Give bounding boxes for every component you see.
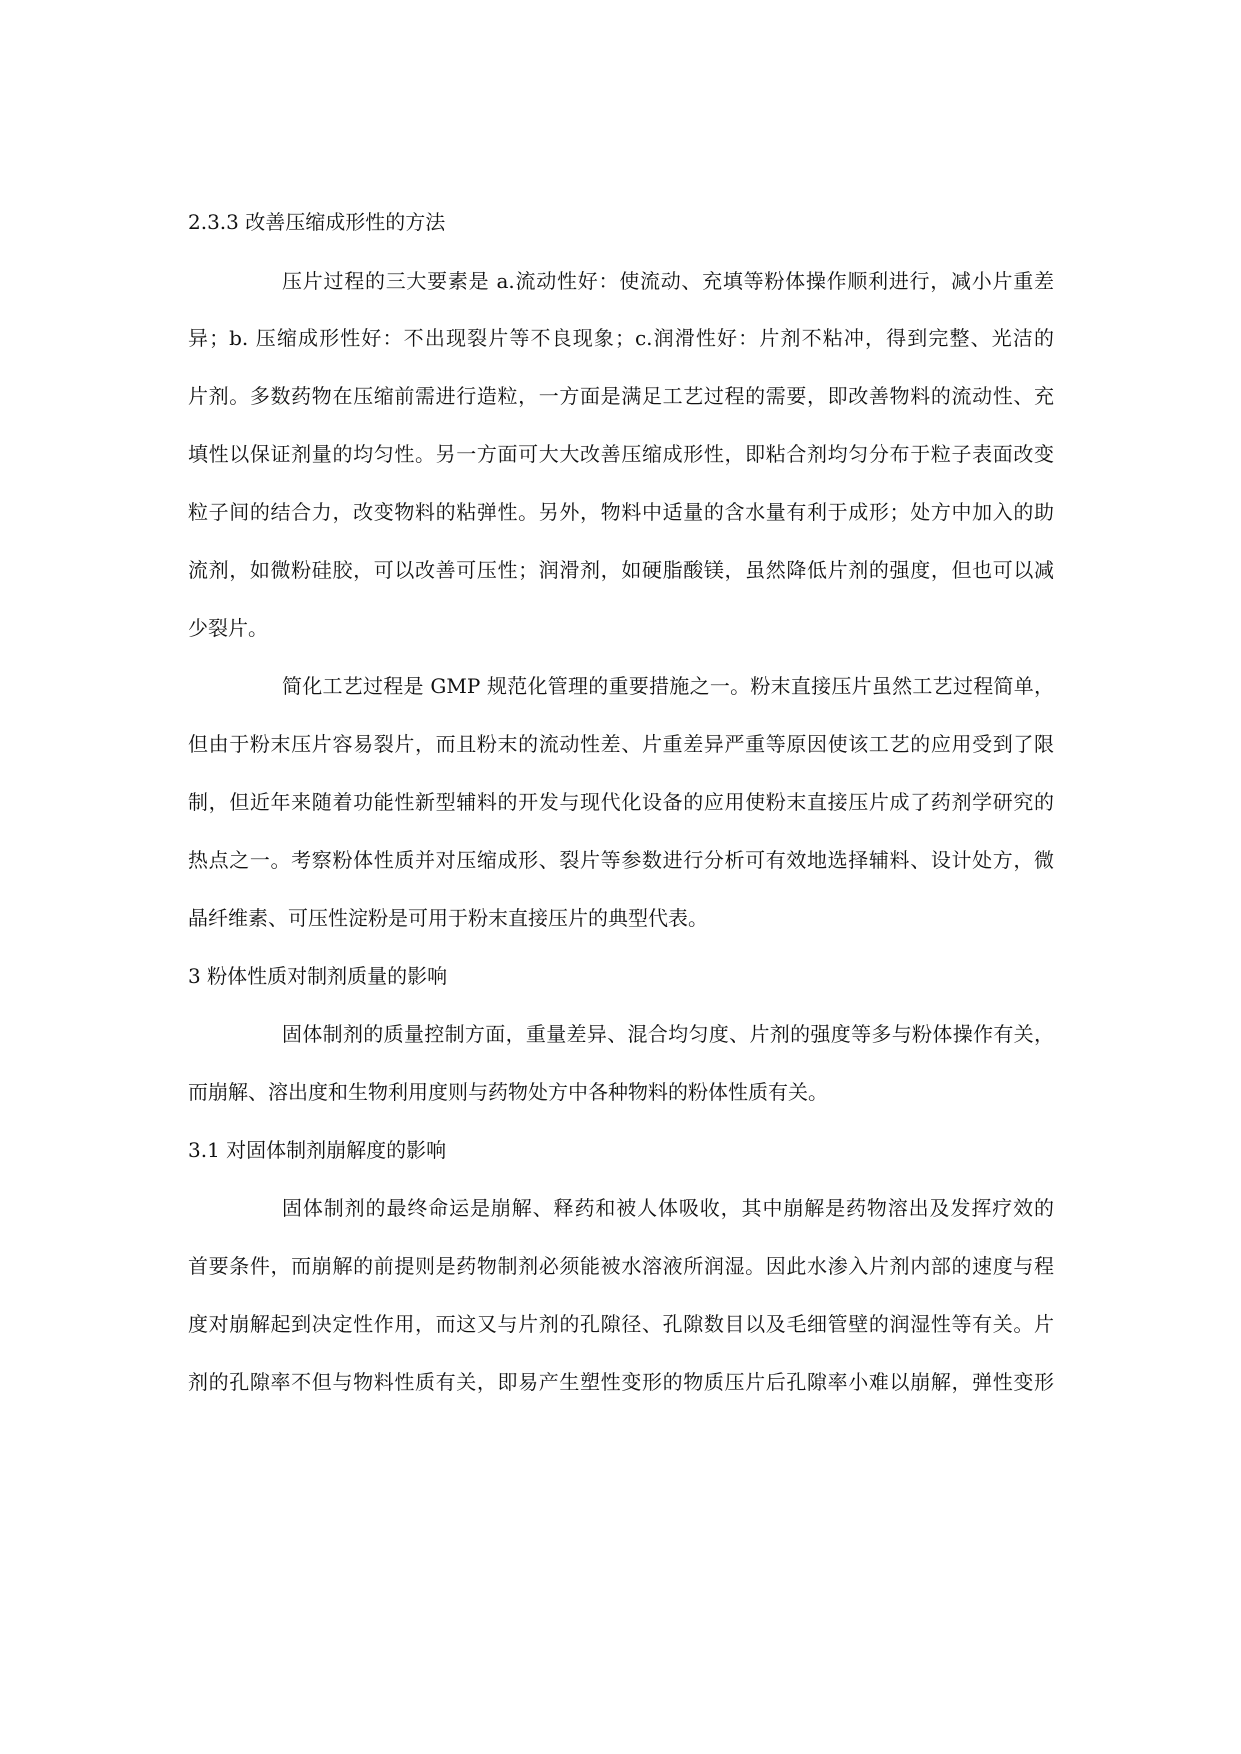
section-heading-2-3-3: 2.3.3 改善压缩成形性的方法	[188, 210, 446, 234]
paragraph-line: 度对崩解起到决定性作用，而这又与片剂的孔隙径、孔隙数目以及毛细管壁的润湿性等有关。片	[188, 1312, 1054, 1336]
paragraph-line: 制，但近年来随着功能性新型辅料的开发与现代化设备的应用使粉末直接压片成了药剂学研究的	[188, 790, 1054, 814]
paragraph-line: 但由于粉末压片容易裂片，而且粉末的流动性差、片重差异严重等原因使该工艺的应用受到了限	[188, 732, 1054, 756]
paragraph-line: 剂的孔隙率不但与物料性质有关，即易产生塑性变形的物质压片后孔隙率小难以崩解，弹性变形	[188, 1370, 1054, 1394]
paragraph-line: 首要条件，而崩解的前提则是药物制剂必须能被水溶液所润湿。因此水渗入片剂内部的速度与程	[188, 1254, 1054, 1278]
paragraph-line: 晶纤维素、可压性淀粉是可用于粉末直接压片的典型代表。	[188, 906, 708, 930]
paragraph-line: 异；b. 压缩成形性好：不出现裂片等不良现象；c.润滑性好：片剂不粘冲，得到完整、光洁的	[188, 326, 1054, 350]
paragraph-line: 而崩解、溶出度和生物利用度则与药物处方中各种物料的粉体性质有关。	[188, 1080, 828, 1104]
paragraph-line: 固体制剂的最终命运是崩解、释药和被人体吸收，其中崩解是药物溶出及发挥疗效的	[282, 1196, 1054, 1220]
paragraph-line: 填性以保证剂量的均匀性。另一方面可大大改善压缩成形性，即粘合剂均匀分布于粒子表面改变	[188, 442, 1054, 466]
paragraph-line: 粒子间的结合力，改变物料的粘弹性。另外，物料中适量的含水量有利于成形；处方中加入的助	[188, 500, 1054, 524]
paragraph-line: 少裂片。	[188, 616, 268, 640]
paragraph-line: 片剂。多数药物在压缩前需进行造粒，一方面是满足工艺过程的需要，即改善物料的流动性、充	[188, 384, 1054, 408]
section-heading-3-1: 3.1 对固体制剂崩解度的影响	[188, 1138, 447, 1162]
section-heading-3: 3 粉体性质对制剂质量的影响	[188, 964, 448, 988]
paragraph-line: 流剂，如微粉硅胶，可以改善可压性；润滑剂，如硬脂酸镁，虽然降低片剂的强度，但也可以减	[188, 558, 1054, 582]
paragraph-line: 简化工艺过程是 GMP 规范化管理的重要措施之一。粉末直接压片虽然工艺过程简单，	[282, 674, 1054, 698]
paragraph-line: 压片过程的三大要素是 a.流动性好：使流动、充填等粉体操作顺利进行，减小片重差	[282, 269, 1054, 293]
paragraph-line: 热点之一。考察粉体性质并对压缩成形、裂片等参数进行分析可有效地选择辅料、设计处方，微	[188, 848, 1054, 872]
paragraph-line: 固体制剂的质量控制方面，重量差异、混合均匀度、片剂的强度等多与粉体操作有关，	[282, 1022, 1054, 1046]
